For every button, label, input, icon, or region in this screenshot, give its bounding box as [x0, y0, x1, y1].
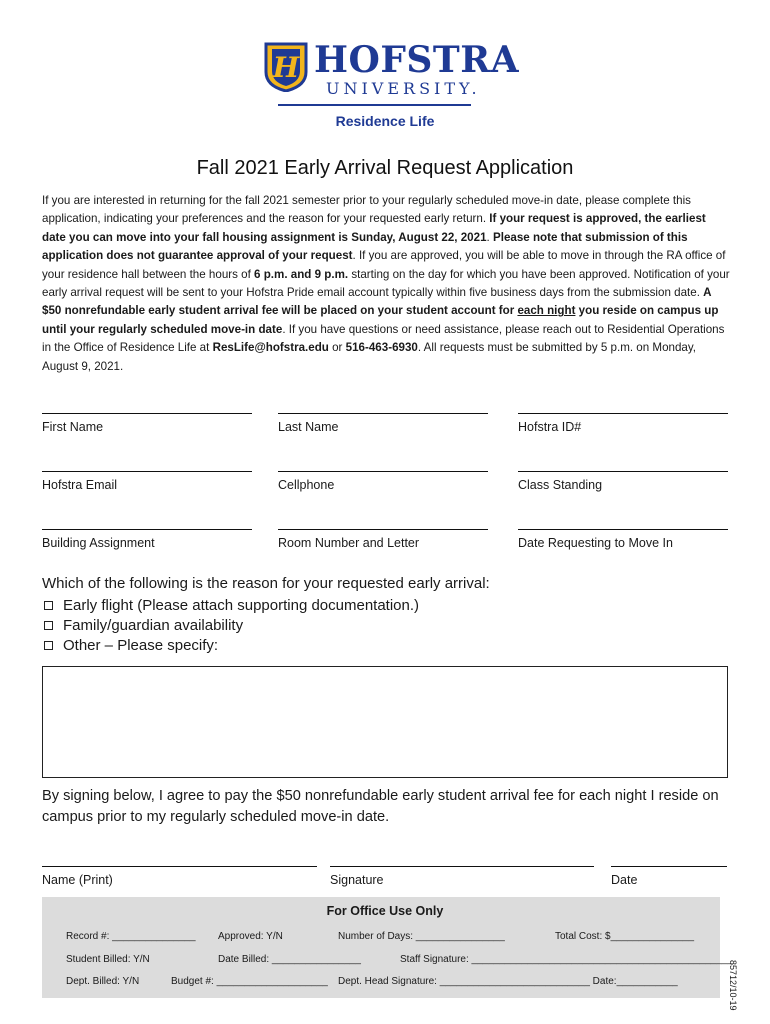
hofstra-id-line[interactable]: [518, 413, 728, 414]
room-number-field[interactable]: [278, 529, 488, 550]
phone-number: 516-463-6930: [345, 341, 418, 355]
logo-divider: [278, 104, 471, 106]
office-dept-head-signature: Dept. Head Signature: ___________________________ Date:___________: [338, 976, 678, 987]
reason-question: Which of the following is the reason for your requested early arrival:: [42, 575, 490, 592]
office-staff-signature: Staff Signature: _______________________________________________: [400, 954, 733, 965]
office-use-title: For Office Use Only: [326, 904, 444, 918]
name-print-field[interactable]: [42, 866, 317, 887]
checkbox-family-guardian[interactable]: [44, 621, 53, 630]
logo-subtitle: UNIVERSITY.: [326, 79, 481, 98]
first-name-label: First Name: [42, 420, 104, 434]
name-print-line[interactable]: [42, 866, 317, 867]
date-label: Date: [611, 873, 638, 887]
building-assignment-field[interactable]: [42, 529, 252, 550]
hofstra-id-label: Hofstra ID#: [518, 420, 582, 434]
signature-label: Signature: [330, 873, 384, 887]
form-code: 85712/10-19: [728, 960, 738, 1011]
agreement-statement: By signing below, I agree to pay the $50 nonrefundable early student arrival fee for each night I reside on campus prior to my regularly scheduled move-in date.: [42, 788, 719, 825]
option-family-guardian[interactable]: [42, 617, 243, 634]
move-in-date-line[interactable]: [518, 529, 728, 530]
cellphone-label: Cellphone: [278, 478, 335, 492]
department-name: Residence Life: [335, 113, 435, 129]
checkbox-other[interactable]: [44, 641, 53, 650]
office-number-of-days: Number of Days: ________________: [338, 931, 505, 942]
move-in-date-field[interactable]: [518, 529, 728, 550]
date-field[interactable]: [611, 866, 727, 887]
office-dept-billed: Dept. Billed: Y/N: [66, 976, 140, 987]
date-line[interactable]: [611, 866, 727, 867]
email-link: ResLife@hofstra.edu: [212, 341, 329, 355]
office-student-billed: Student Billed: Y/N: [66, 954, 150, 965]
form-title: Fall 2021 Early Arrival Request Application: [196, 157, 574, 179]
room-number-label: Room Number and Letter: [278, 536, 420, 550]
hofstra-id-field[interactable]: [518, 413, 728, 434]
room-number-line[interactable]: [278, 529, 488, 530]
option-early-flight[interactable]: [42, 597, 419, 614]
building-assignment-label: Building Assignment: [42, 536, 155, 550]
hofstra-shield-logo: [264, 42, 308, 92]
move-in-date-label: Date Requesting to Move In: [518, 536, 673, 550]
signature-line[interactable]: [330, 866, 594, 867]
option-early-flight-label: Early flight (Please attach supporting documentation.): [63, 597, 420, 614]
office-budget-number: Budget #: ____________________: [171, 976, 328, 987]
building-assignment-line[interactable]: [42, 529, 252, 530]
office-record-number: Record #: _______________: [66, 931, 196, 942]
last-name-field[interactable]: [278, 413, 488, 434]
class-standing-line[interactable]: [518, 471, 728, 472]
last-name-label: Last Name: [278, 420, 339, 434]
last-name-line[interactable]: [278, 413, 488, 414]
name-print-label: Name (Print): [42, 873, 113, 887]
hofstra-email-label: Hofstra Email: [42, 478, 118, 492]
first-name-field[interactable]: [42, 413, 252, 434]
option-family-guardian-label: Family/guardian availability: [63, 617, 244, 634]
signature-field[interactable]: [330, 866, 594, 887]
option-other-label: Other – Please specify:: [63, 637, 219, 654]
checkbox-early-flight[interactable]: [44, 601, 53, 610]
cellphone-line[interactable]: [278, 471, 488, 472]
svg-text:H: H: [272, 51, 300, 84]
hofstra-email-line[interactable]: [42, 471, 252, 472]
office-date-billed: Date Billed: ________________: [218, 954, 361, 965]
option-other[interactable]: [42, 637, 218, 654]
cellphone-field[interactable]: [278, 471, 488, 492]
intro-paragraph: If you are interested in returning for the fall 2021 semester prior to your regularly scheduled move-in date, please complete this application, indicating your preferences and the reason for your requested early return. If your request is approved, the earliest date you can move into your fall housing assignment is Sunday, August 22, 2021. Please note that submission of this application does not guarantee approval of your request. If you are approved, you will be able to move in through the RA office of your residence hall between the hours of 6 p.m. and 9 p.m. starting on the day for which you have been approved. Notification of your early arrival request will be sent to your Hofstra Pride email account typically within five business days from the submission date. A $50 nonrefundable early student arrival fee will be placed on your student account for each night you reside on campus up until your regularly scheduled move-in date. If you have questions or need assistance, please reach out to Residential Operations in the Office of Residence Life at ResLife@hofstra.edu or 516-463-6930. All requests must be submitted by 5 p.m. on Monday, August 9, 2021.: [42, 194, 730, 373]
logo-wordmark: HOFSTRA: [314, 39, 520, 81]
class-standing-field[interactable]: [518, 471, 728, 492]
hofstra-email-field[interactable]: [42, 471, 252, 492]
other-reason-textbox[interactable]: [42, 666, 728, 778]
office-total-cost: Total Cost: $_______________: [555, 931, 695, 942]
office-approved: Approved: Y/N: [218, 931, 283, 942]
class-standing-label: Class Standing: [518, 478, 603, 492]
first-name-line[interactable]: [42, 413, 252, 414]
